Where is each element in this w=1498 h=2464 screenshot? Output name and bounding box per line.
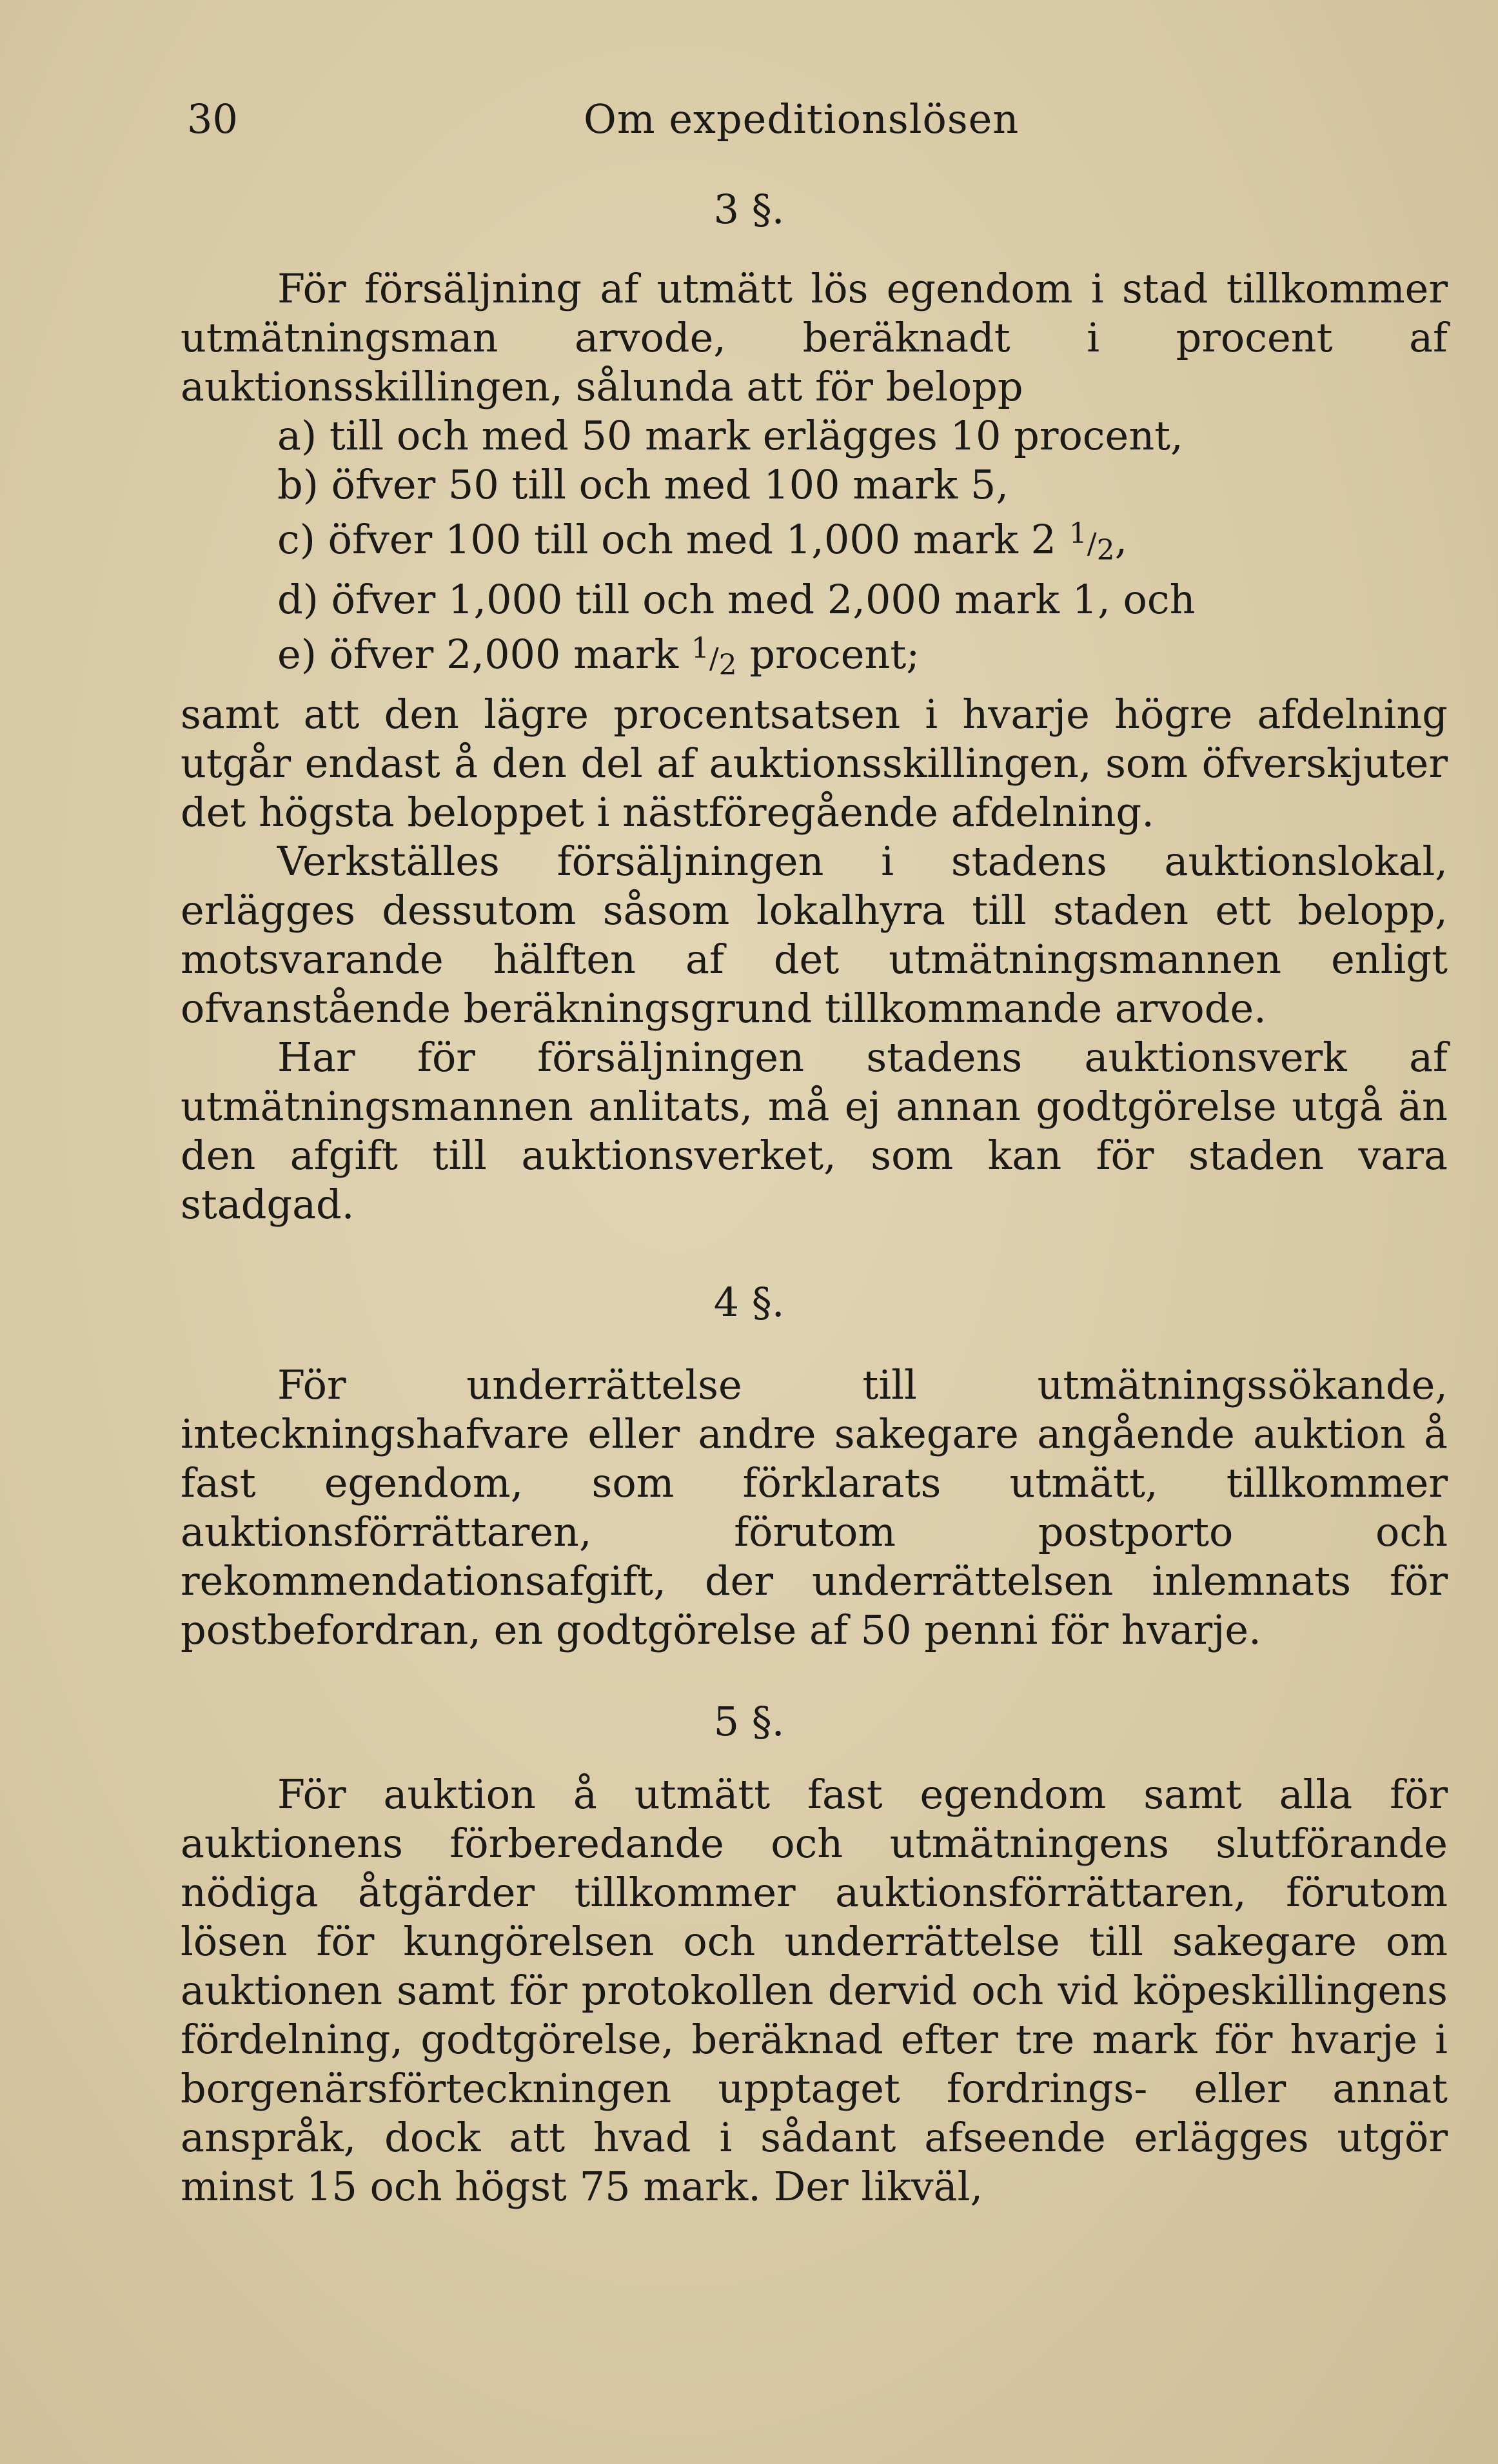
section-4-paragraph: För underrättelse till utmätningssökande, inteckningshafvare eller andre sakegare angående auktion å fast egendom, som förklarats utmätt, tillkommer auktionsförrättaren, förutom postporto och rekommendationsafgift, der underrättelsen inlemnats för postbefordran, en godtgörelse af 50 penni för hvarje. — [181, 1361, 1448, 1653]
section-4-heading: 4 §. — [713, 1279, 785, 1326]
fraction-half: 1/2 — [1069, 517, 1115, 567]
section-5-heading: 5 §. — [713, 1698, 785, 1745]
list-item-e-text: e) öfver 2,000 mark — [277, 631, 679, 678]
section-3-heading: 3 §. — [713, 186, 785, 233]
list-item-a: a) till och med 50 mark erlägges 10 procent, — [277, 412, 1183, 459]
list-item-d: d) öfver 1,000 till och med 2,000 mark 1, och — [277, 576, 1196, 623]
section-3-body — [181, 264, 1448, 1229]
page-number: 30 — [187, 95, 238, 143]
page-header — [187, 84, 1451, 155]
list-item-c: c) öfver 100 till och med 1,000 mark 2 1/2, — [277, 516, 1128, 567]
section-3-paragraph-2: Verkställes försäljningen i stadens auktionslokal, erlägges dessutom såsom lokalhyra till staden ett belopp, motsvarande hälften af det utmätningsmannen enligt ofvanstående beräkningsgrund tillkommande arvode. — [181, 838, 1448, 1032]
section-4-body — [181, 1361, 1448, 1655]
list-item-b: b) öfver 50 till och med 100 mark 5, — [277, 461, 1009, 508]
list-item-e — [181, 624, 1448, 690]
section-5-body — [181, 1770, 1448, 2211]
section-5-paragraph: För auktion å utmätt fast egendom samt alla för auktionens förberedande och utmätningens slutförande nödiga åtgärder tillkommer auktionsförrättaren, förutom lösen för kungörelsen och underrättelse till sakegare om auktionen samt för protokollen dervid och vid köpeskillingens fördelning, godtgörelse, beräknad efter tre mark för hvarje i borgenärsförteckningen upptaget fordrings- eller annat anspråk, dock att hvad i sådant afseende erlägges utgör minst 15 och högst 75 mark. Der likväl, — [181, 1771, 1448, 2210]
section-3-paragraph-3: Har för försäljningen stadens auktionsverk af utmätningsmannen anlitats, må ej annan godtgörelse utgå än den afgift till auktionsverket, som kan för staden vara stadgad. — [181, 1034, 1448, 1228]
list-item-c-text: c) öfver 100 till och med 1,000 mark 2 — [277, 516, 1057, 563]
list-item-e-suffix: procent; — [749, 631, 920, 678]
running-title: Om expeditionslösen — [584, 95, 1020, 143]
section-3-intro: För försäljning af utmätt lös egendom i stad tillkommer utmätningsman arvode, beräknadt i procent af auktionsskillingen, sålunda att för belopp — [181, 265, 1448, 410]
fraction-half: 1/2 — [691, 632, 737, 682]
section-3-after-list: samt att den lägre procentsatsen i hvarje högre afdelning utgår endast å den del af auktionsskillingen, som öfverskjuter det högsta beloppet i nästföregående afdelning. — [181, 691, 1448, 836]
